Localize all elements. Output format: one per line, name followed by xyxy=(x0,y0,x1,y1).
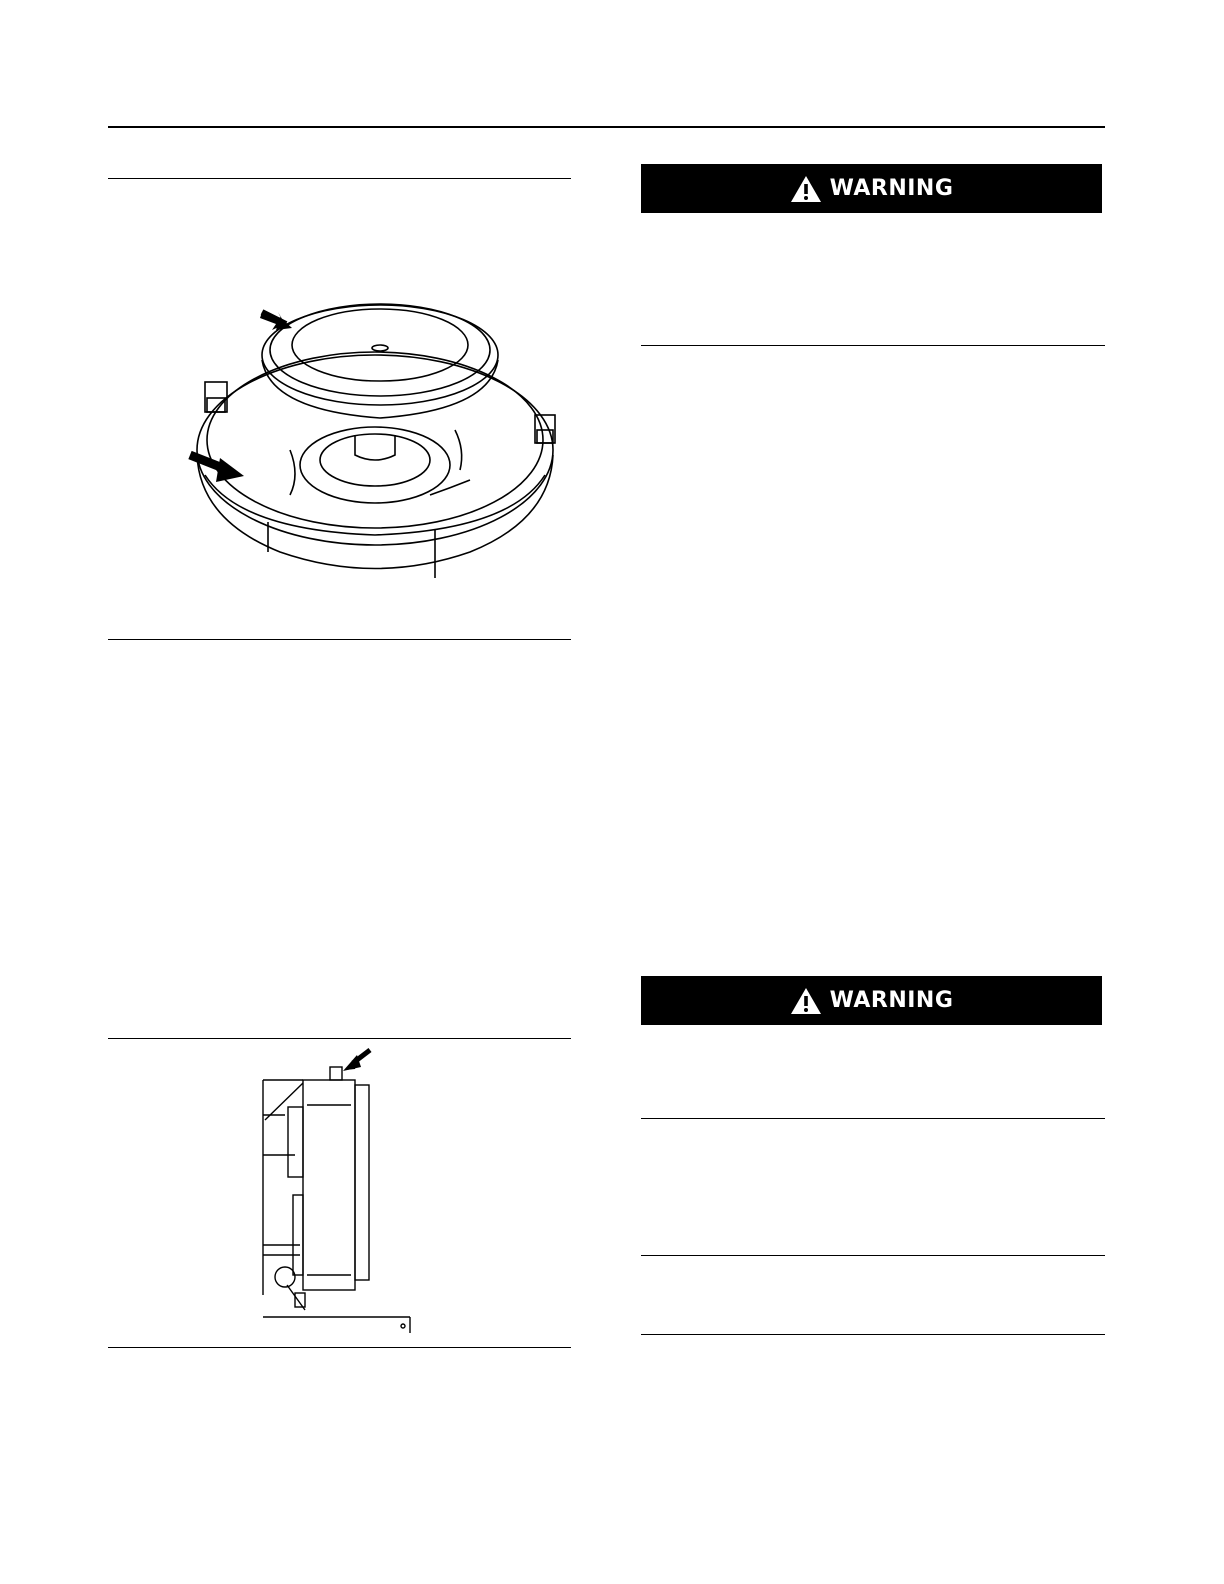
air-cleaner-illustration xyxy=(180,290,570,590)
arrow-icon xyxy=(343,1050,370,1071)
section-rule xyxy=(641,1334,1105,1335)
figure-bottom-rule xyxy=(108,1347,571,1348)
figure-top-rule xyxy=(108,1038,571,1039)
warning-triangle-icon xyxy=(790,987,822,1015)
arrow-icon xyxy=(260,312,292,330)
radiator-side-illustration xyxy=(255,1045,425,1335)
warning-label: WARNING xyxy=(829,988,954,1013)
section-rule xyxy=(641,1118,1105,1119)
warning-triangle-icon xyxy=(790,175,822,203)
figure-top-rule xyxy=(108,178,571,179)
warning-banner xyxy=(641,164,1102,213)
warning-label: WARNING xyxy=(829,176,954,201)
section-rule xyxy=(641,1255,1105,1256)
section-rule xyxy=(641,345,1105,346)
header-rule xyxy=(108,126,1105,128)
figure-bottom-rule xyxy=(108,639,571,640)
warning-banner xyxy=(641,976,1102,1025)
